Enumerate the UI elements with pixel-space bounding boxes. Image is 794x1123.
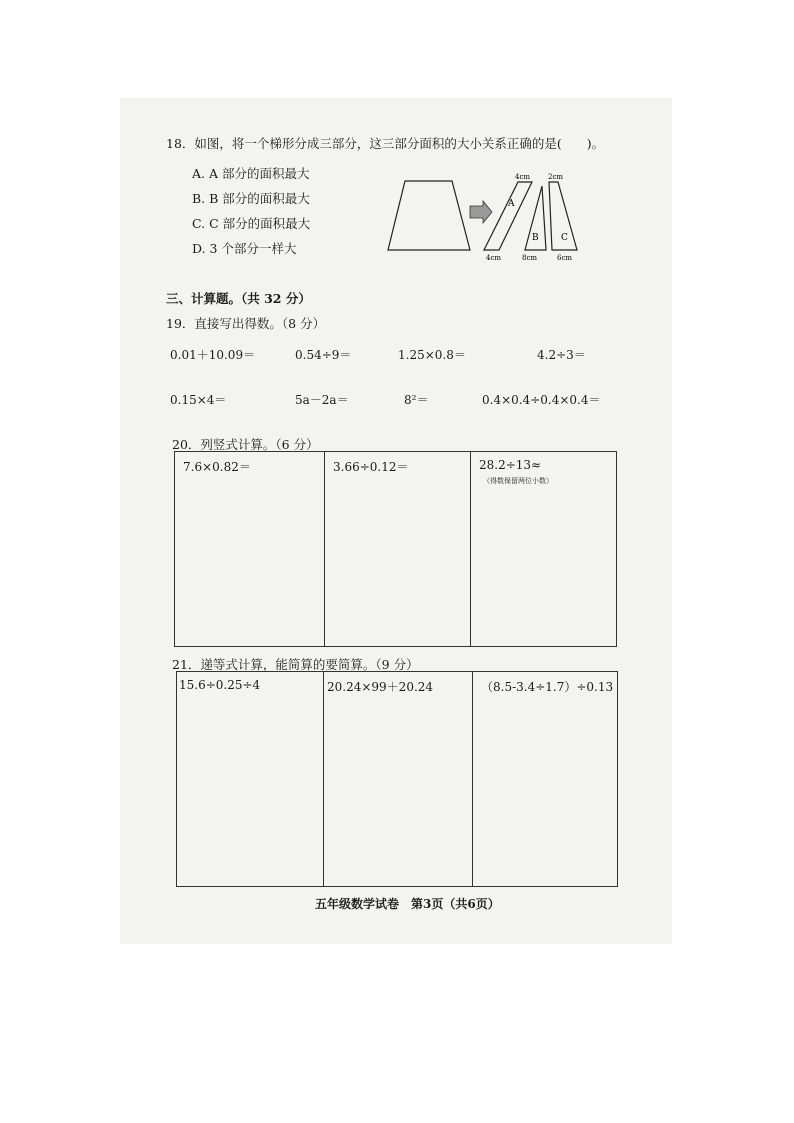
q19-expr: 1.25×0.8＝	[398, 348, 466, 362]
dim-bottom-c: 6cm	[557, 254, 573, 262]
q20-problem: 7.6×0.82＝	[183, 460, 251, 474]
q21-problem: 20.24×99＋20.24	[327, 680, 434, 694]
q20-stem: 20．列竖式计算。（6 分）	[172, 437, 319, 452]
q18-option-a: A. A 部分的面积最大	[192, 166, 310, 181]
q20-answer-grid	[174, 451, 617, 647]
q21-stem: 21．递等式计算，能简算的要简算。（9 分）	[172, 657, 419, 672]
q19-expr: 8²＝	[404, 393, 429, 407]
section-title: 三、计算题。（共 32 分）	[166, 291, 311, 306]
q18-stem: 18．如图，将一个梯形分成三部分，这三部分面积的大小关系正确的是( )。	[166, 136, 605, 151]
q20-cell[interactable]	[325, 452, 471, 646]
q20-cell[interactable]	[175, 452, 325, 646]
q18-option-c: C. C 部分的面积最大	[192, 216, 311, 231]
q19-stem: 19．直接写出得数。（8 分）	[166, 316, 326, 331]
label-a: A	[508, 199, 515, 209]
arrow-right-icon	[470, 201, 492, 223]
label-b: B	[532, 233, 539, 243]
q21-cell[interactable]	[473, 672, 619, 886]
dim-bottom-a: 4cm	[486, 254, 502, 262]
q21-cell[interactable]	[177, 672, 324, 886]
q18-option-b: B. B 部分的面积最大	[192, 191, 310, 206]
q20-problem: 3.66÷0.12＝	[333, 460, 409, 474]
part-a-shape	[484, 182, 532, 250]
q18-option-d: D. 3 个部分一样大	[192, 241, 297, 256]
q19-expr: 4.2÷3＝	[537, 348, 586, 362]
q19-expr: 0.01＋10.09＝	[170, 348, 256, 362]
q20-note: （得数保留两位小数）	[483, 477, 553, 485]
dim-bottom-b: 8cm	[522, 254, 538, 262]
trapezoid-whole	[388, 181, 470, 250]
dim-top-c: 2cm	[548, 173, 564, 181]
page-footer: 五年级数学试卷 第3页（共6页）	[315, 897, 500, 911]
dim-top-a: 4cm	[515, 173, 531, 181]
q20-problem: 28.2÷13≈	[479, 458, 542, 472]
q21-cell[interactable]	[324, 672, 473, 886]
q19-expr: 0.15×4＝	[170, 393, 227, 407]
label-c: C	[561, 233, 568, 243]
trapezoid-figure	[380, 168, 585, 268]
q20-cell[interactable]	[471, 452, 618, 646]
q21-problem: 15.6÷0.25÷4	[179, 678, 261, 692]
q21-problem: （8.5-3.4÷1.7）÷0.13	[481, 680, 614, 694]
q19-expr: 5a－2a＝	[295, 393, 349, 407]
q21-answer-grid	[176, 671, 618, 887]
q19-expr: 0.54÷9＝	[295, 348, 352, 362]
q19-expr: 0.4×0.4÷0.4×0.4＝	[482, 393, 601, 407]
